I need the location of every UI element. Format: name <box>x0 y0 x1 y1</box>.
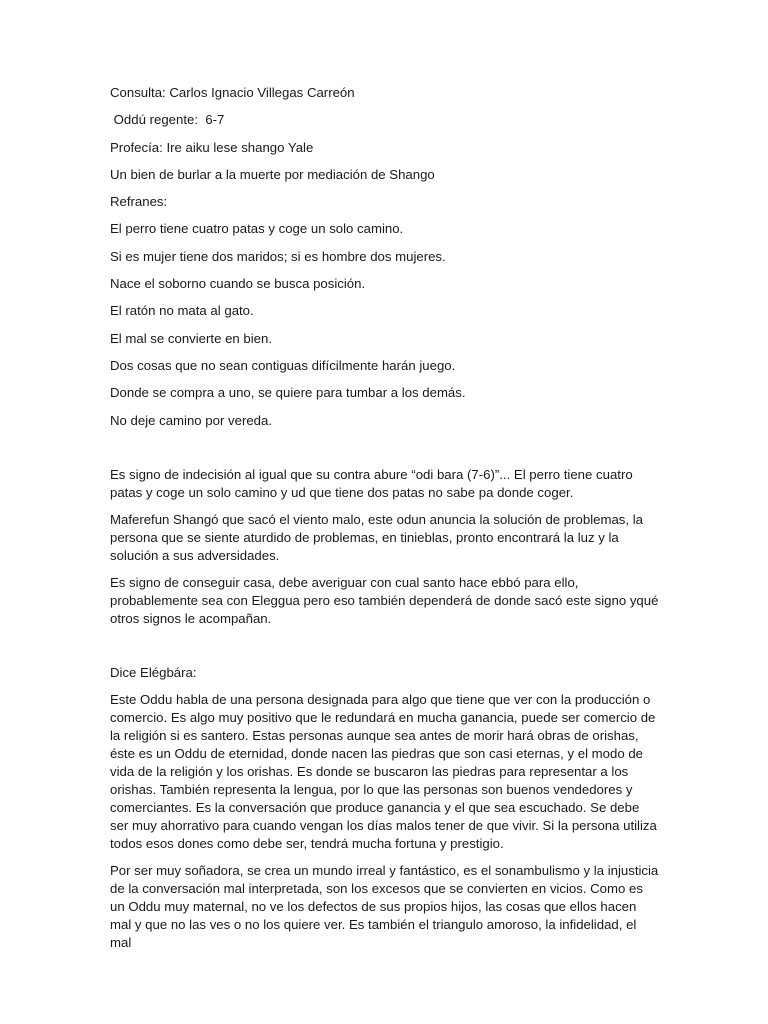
elegbara-heading: Dice Elégbára: <box>110 664 197 680</box>
refran-item: El mal se convierte en bien. <box>110 330 272 346</box>
consulta-line: Consulta: Carlos Ignacio Villegas Carreón <box>110 85 355 100</box>
section-spacer <box>110 439 660 466</box>
refran-item: Dos cosas que no sean contiguas difícilmente harán juego. <box>110 357 456 373</box>
elegbara-paragraph: Por ser muy soñadora, se crea un mundo irreal y fantástico, es el sonambulismo y la injusticia de la conversación mal interpretada, son los excesos que se convierten en vicios. Como es un Oddu muy maternal, no ve los defectos de sus propios hijos, las cosas que ellos hacen mal y que no las ves o no los quiere ver. Es también el triangulo amoroso, la infidelidad, el mal <box>110 863 659 951</box>
refran-item: Nace el soborno cuando se busca posición. <box>110 276 366 292</box>
body-paragraph: Es signo de indecisión al igual que su contra abure “odi bara (7-6)”... El perro tiene cuatro patas y coge un solo camino y ud que tiene dos patas no sabe pa donde coger. <box>110 466 633 500</box>
summary-line: Un bien de burlar a la muerte por mediación de Shango <box>110 166 435 182</box>
refran-item: Donde se compra a uno, se quiere para tumbar a los demás. <box>110 385 466 401</box>
elegbara-paragraph: Este Oddu habla de una persona designada para algo que tiene que ver con la producción o comercio. Es algo muy positivo que le redundará en mucha ganancia, puede ser comercio de la religión si es santero. Estas personas aunque sea antes de morir hará obras de orishas, éste es un Oddu de eternidad, donde nacen las piedras que son casi eternas, y el modo de vida de la religión y los orishas. Es donde se buscaron las piedras para representar a los orishas. También representa la lengua, por lo que las personas son buenos vendedores y comerciantes. Es la conversación que produce ganancia y el que sea escuchado. Se debe ser muy ahorrativo para cuando vengan los días malos tener de que vivir. Si la persona utiliza todos esos dones como debe ser, tendrá mucha fortuna y prestigio. <box>110 692 657 852</box>
document-content <box>110 84 660 961</box>
oddu-regente-line: Oddú regente: 6-7 <box>110 112 225 128</box>
section-spacer <box>110 637 660 664</box>
refran-item: El perro tiene cuatro patas y coge un solo camino. <box>110 221 404 237</box>
body-paragraph: Es signo de conseguir casa, debe averiguar con cual santo hace ebbó para ello, probablemente sea con Eleggua pero eso también dependerá de donde sacó este signo yqué otros signos le acompañan. <box>110 574 659 626</box>
refran-item: Si es mujer tiene dos maridos; si es hombre dos mujeres. <box>110 248 446 264</box>
refran-item: No deje camino por vereda. <box>110 412 273 428</box>
profecia-line: Profecía: Ire aiku lese shango Yale <box>110 139 314 155</box>
refranes-heading: Refranes: <box>110 194 168 210</box>
body-paragraph: Maferefun Shangó que sacó el viento malo, este odun anuncia la solución de problemas, la persona que se siente aturdido de problemas, en tinieblas, pronto encontrará la luz y la solución a sus adversidades. <box>110 511 643 563</box>
refran-item: El ratón no mata al gato. <box>110 303 254 319</box>
